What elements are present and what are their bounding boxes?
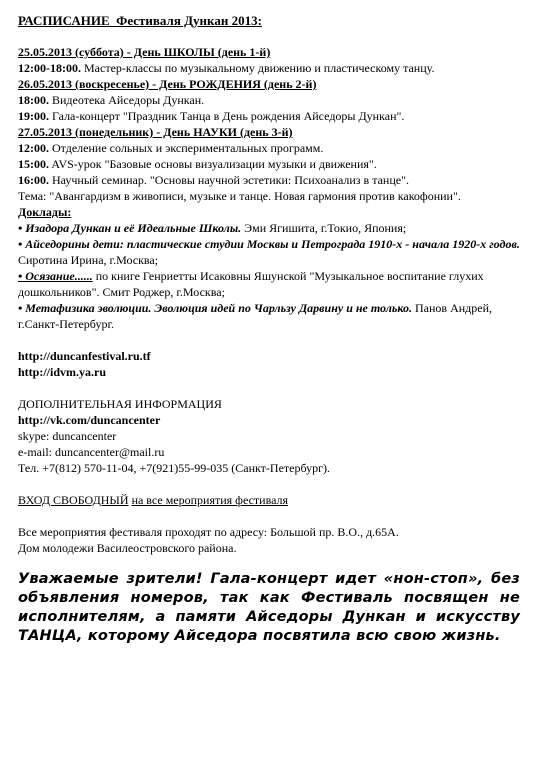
- report-title: • Метафизика эволюции. Эволюция идей по Чарльзу Дарвину и не только.: [18, 301, 413, 315]
- day-3-event-3: [18, 172, 520, 188]
- event-time: 16:00.: [18, 173, 49, 187]
- links-section: [18, 348, 520, 380]
- event-time: 12:00.: [18, 141, 49, 155]
- info-heading: ДОПОЛНИТЕЛЬНАЯ ИНФОРМАЦИЯ: [18, 397, 222, 411]
- event-text: Мастер-классы по музыкальному движению и пластическому танцу.: [84, 61, 435, 75]
- skype-contact: skype: duncancenter: [18, 429, 117, 443]
- audience-note: Уважаемые зрители! Гала-концерт идет «нон-стоп», без объявления номеров, так как Фестиваль посвящен не исполнителям, а памяти Айседоры Дункан и искусству ТАНЦА, которому Айседора посвятила всю свою жизнь.: [18, 571, 520, 644]
- email-contact[interactable]: e-mail: duncancenter@mail.ru: [18, 445, 165, 459]
- day-2-heading: 26.05.2013 (воскресенье) - День РОЖДЕНИЯ (день 2-й): [18, 77, 317, 91]
- free-entry-rest: на все мероприятия фестиваля: [131, 493, 289, 507]
- report-author: Сиротина Ирина, г.Москва;: [18, 253, 159, 267]
- address-line-2: Дом молодежи Василеостровского района.: [18, 541, 237, 555]
- day-3-heading: 27.05.2013 (понедельник) - День НАУКИ (день 3-й): [18, 125, 293, 139]
- vk-link[interactable]: http://vk.com/duncancenter: [18, 413, 161, 427]
- report-title: • Изадора Дункан и её Идеальные Школы.: [18, 221, 242, 235]
- day-1-event: [18, 60, 520, 76]
- day-3-event-1: [18, 140, 520, 156]
- schedule-document: [18, 12, 520, 646]
- info-section: [18, 396, 520, 476]
- idvm-site-link[interactable]: http://idvm.ya.ru: [18, 365, 107, 379]
- report-item: [18, 236, 520, 268]
- report-item: [18, 268, 520, 300]
- free-entry: [18, 492, 520, 508]
- report-author: по книге Генриетты Исаковны Яшунской "Музыкальное воспитание глухих дошкольников". Смит Роджер, г.Москва;: [18, 269, 484, 299]
- day-3-event-2: [18, 156, 520, 172]
- page-title: [18, 12, 520, 30]
- day-1-section: [18, 44, 520, 76]
- day-2-event-1: [18, 92, 520, 108]
- report-item: [18, 300, 520, 332]
- festival-site-link[interactable]: http://duncanfestival.ru.tf: [18, 349, 151, 363]
- report-author: Панов Андрей, г.Санкт-Петербург.: [18, 301, 493, 331]
- event-text: Видеотека Айседоры Дункан.: [52, 93, 205, 107]
- day-2-event-2: [18, 108, 520, 124]
- event-text: AVS-урок "Базовые основы визуализации музыки и движения".: [51, 157, 377, 171]
- event-time: 12:00-18:00.: [18, 61, 81, 75]
- event-text: Гала-концерт "Праздник Танца в День рождения Айседоры Дункан".: [52, 109, 405, 123]
- event-time: 15:00.: [18, 157, 49, 171]
- day-2-section: [18, 76, 520, 124]
- address-line-1: Все мероприятия фестиваля проходят по адресу: Большой пр. В.О., д.65А.: [18, 525, 399, 539]
- address-section: [18, 524, 520, 556]
- title-main: РАСПИСАНИЕ: [18, 13, 110, 28]
- reports-heading: Доклады:: [18, 205, 72, 219]
- event-text: Отделение сольных и экспериментальных программ.: [52, 141, 324, 155]
- day-1-heading: 25.05.2013 (суббота) - День ШКОЛЫ (день 1-й): [18, 45, 271, 59]
- day-3-section: [18, 124, 520, 204]
- report-author: Эми Ягишита, г.Токио, Япония;: [244, 221, 407, 235]
- reports-section: [18, 204, 520, 332]
- report-title: • Осязание......: [18, 269, 93, 283]
- title-festival: Фестиваля Дункан 2013:: [116, 13, 262, 28]
- free-entry-strong: ВХОД СВОБОДНЫЙ: [18, 493, 129, 507]
- event-time: 19:00.: [18, 109, 49, 123]
- event-text: Научный семинар. "Основы научной эстетики: Психоанализ в танце".: [52, 173, 409, 187]
- report-title: • Айседорины дети: пластические студии Москвы и Петрограда 1910-х - начала 1920-х годов.: [18, 237, 520, 251]
- event-time: 18:00.: [18, 93, 49, 107]
- report-item: [18, 220, 520, 236]
- day-3-theme: Тема: "Авангардизм в живописи, музыке и танце. Новая гармония против какофонии".: [18, 189, 461, 203]
- phone-contact: Тел. +7(812) 570-11-04, +7(921)55-99-035 (Санкт-Петербург).: [18, 461, 331, 475]
